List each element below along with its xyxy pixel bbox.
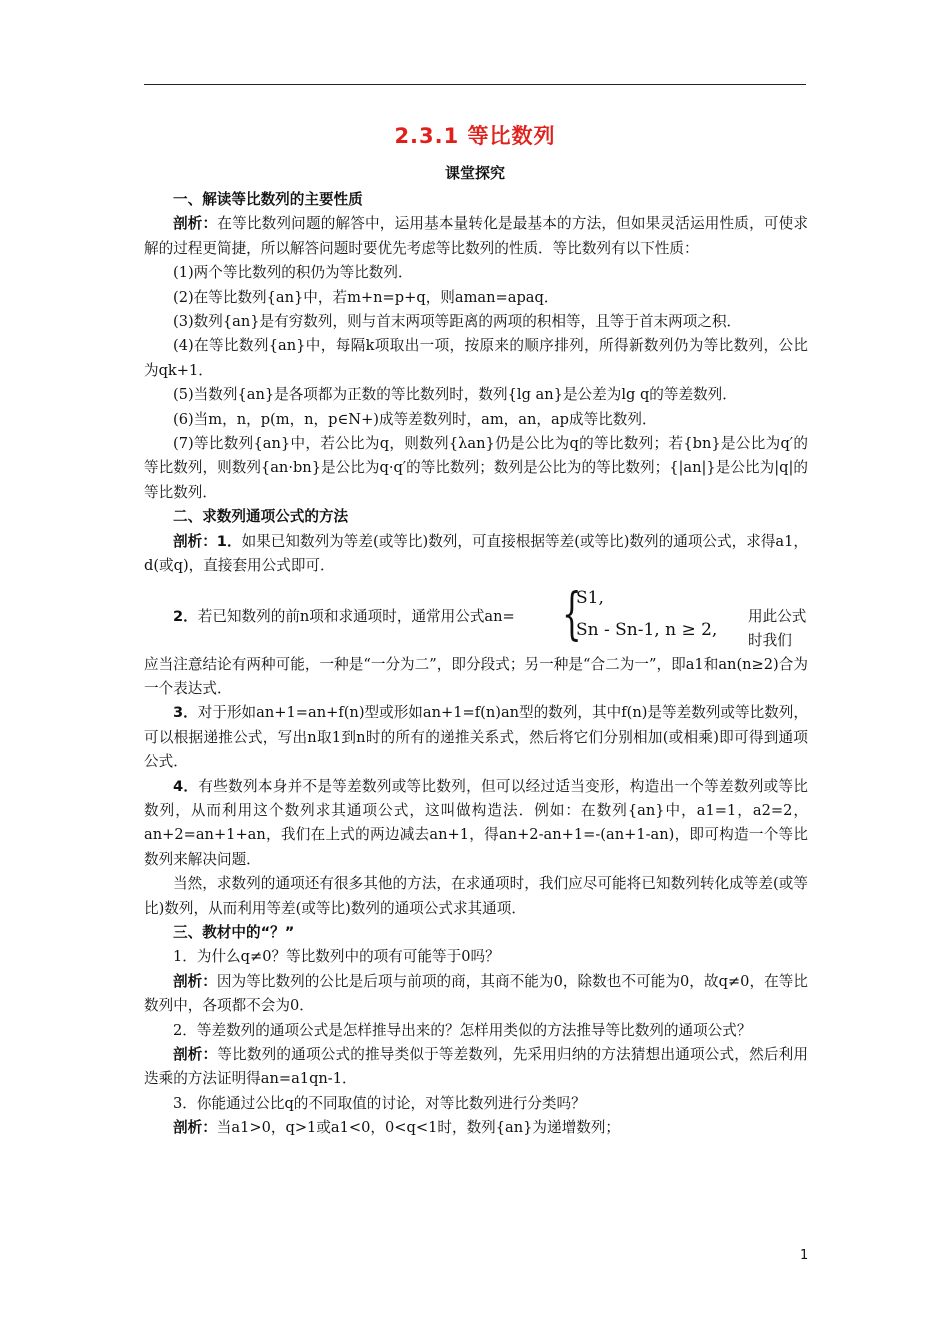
method-3: [144, 701, 808, 774]
answer-1: [144, 970, 808, 1019]
paragraph-text: 在等比数列问题的解答中，运用基本量转化是最基本的方法，但如果灵活运用性质，可使求解的过程更简捷，所以解答问题时要优先考虑等比数列的性质．等比数列有以下性质：: [144, 215, 808, 257]
paragraph-text: 有些数列本身并不是等差数列或等比数列，但可以经过适当变形，构造出一个等差数列或等比数列，从而利用这个数列求其通项公式，这叫做构造法．例如：在数列{an}中，a1=1，a2=2，an+2=an+1+an，我们在上式的两边减去an+1，得an+2-an+1=-(an+1-an)，即可构造一个等比数列来解决问题．: [144, 777, 809, 868]
analysis-label: 剖析：: [173, 1119, 217, 1137]
formula-case-2: Sn - Sn-1, n ≥ 2,: [576, 619, 718, 640]
property-1: (1)两个等比数列的积仍为等比数列．: [173, 264, 413, 282]
left-brace: {: [562, 581, 582, 647]
answer-2: [144, 1043, 808, 1092]
analysis-label: 剖析：: [173, 215, 218, 233]
paragraph-text: 当a1>0，q>1或a1<0，0<q<1时，数列{an}为递增数列；: [216, 1119, 621, 1137]
answer-3: [144, 1116, 808, 1140]
section-heading-1: 一、解读等比数列的主要性质: [173, 191, 363, 208]
method-4: [144, 775, 808, 873]
property-6: (6)当m，n，p(m，n，p∈N+)成等差数列时，am，an，ap成等比数列．: [173, 410, 657, 428]
method-2-formula: [144, 581, 808, 649]
page-title: 2.3.1 等比数列: [394, 124, 556, 148]
page-number: 1: [800, 1248, 809, 1263]
paragraph-text: 因为等比数列的公比是后项与前项的商，其商不能为0，除数也不可能为0，故q≠0，在等比数列中，各项都不会为0．: [144, 972, 808, 1015]
page-subtitle: 课堂探究: [444, 164, 505, 182]
property-4: (4)在等比数列{an}中，每隔k项取出一项，按原来的顺序排列，所得新数列仍为等比数列，公比为qk+1．: [144, 337, 808, 379]
method-summary: 当然，求数列的通项还有很多其他的方法，在求通项时，我们应尽可能将已知数列转化成等差(或等比)数列，从而利用等差(或等比)数列的通项公式求其通项．: [144, 875, 808, 917]
method-2-lead: [173, 605, 515, 629]
document-body: [144, 188, 808, 1141]
analysis-label: 剖析：: [173, 1046, 218, 1063]
analysis-label: 剖析：: [173, 972, 217, 990]
formula-case-1: S1,: [576, 587, 604, 608]
section-heading-2: 二、求数列通项公式的方法: [173, 508, 349, 526]
section-heading-3: 三、教材中的“？”: [173, 923, 295, 941]
paragraph: [144, 212, 808, 261]
method-2-trail: 用此公式时我们: [748, 607, 807, 649]
paragraph-text: 若已知数列的前n项和求通项时，通常用公式an=: [197, 607, 515, 625]
property-2: (2)在等比数列{an}中，若m+n=p+q，则aman=apaq．: [173, 288, 559, 306]
analysis-label: 剖析：1．: [173, 532, 242, 550]
item-number: 3．: [173, 704, 198, 722]
paragraph-text: 对于形如an+1=an+f(n)型或形如an+1=f(n)an型的数列，其中f(n)是等差数列或等比数列，可以根据递推公式，写出n取1到n时的所有的递推关系式，然后将它们分别相加(或相乘)即可得到通项公式．: [144, 704, 808, 771]
paragraph-text: 等比数列的通项公式的推导类似于等差数列，先采用归纳的方法猜想出通项公式，然后利用迭乘的方法证明得an=a1qn-1．: [144, 1046, 808, 1088]
method-1: [144, 530, 808, 579]
item-number: 2．: [173, 607, 198, 625]
paragraph-text: 如果已知数列为等差(或等比)数列，可直接根据等差(或等比)数列的通项公式，求得a1，d(或q)，直接套用公式即可．: [144, 532, 809, 575]
property-7: (7)等比数列{an}中，若公比为q，则数列{λan}仍是公比为q的等比数列；若{bn}是公比为q′的等比数列，则数列{an·bn}是公比为q·q′的等比数列；数列是公比为的等比数列；{|an|}是公比为|q|的等比数列．: [144, 435, 808, 501]
property-3: (3)数列{an}是有穷数列，则与首末两项等距离的两项的积相等，且等于首末两项之积．: [173, 313, 742, 331]
method-2-continued: 应当注意结论有两种可能，一种是“一分为二”，即分段式；另一种是“合二为一”，即a1和an(n≥2)合为一个表达式．: [144, 655, 808, 697]
item-number: 4．: [173, 777, 199, 795]
question-1: 1．为什么q≠0？等比数列中的项有可能等于0吗？: [173, 948, 500, 966]
question-2: 2．等差数列的通项公式是怎样推导出来的？怎样用类似的方法推导等比数列的通项公式？: [173, 1021, 752, 1039]
question-3: 3．你能通过公比q的不同取值的讨论，对等比数列进行分类吗？: [173, 1094, 586, 1112]
header-rule: [144, 84, 806, 85]
property-5: (5)当数列{an}是各项都为正数的等比数列时，数列{lg an}是公差为lg q的等差数列．: [173, 386, 737, 404]
